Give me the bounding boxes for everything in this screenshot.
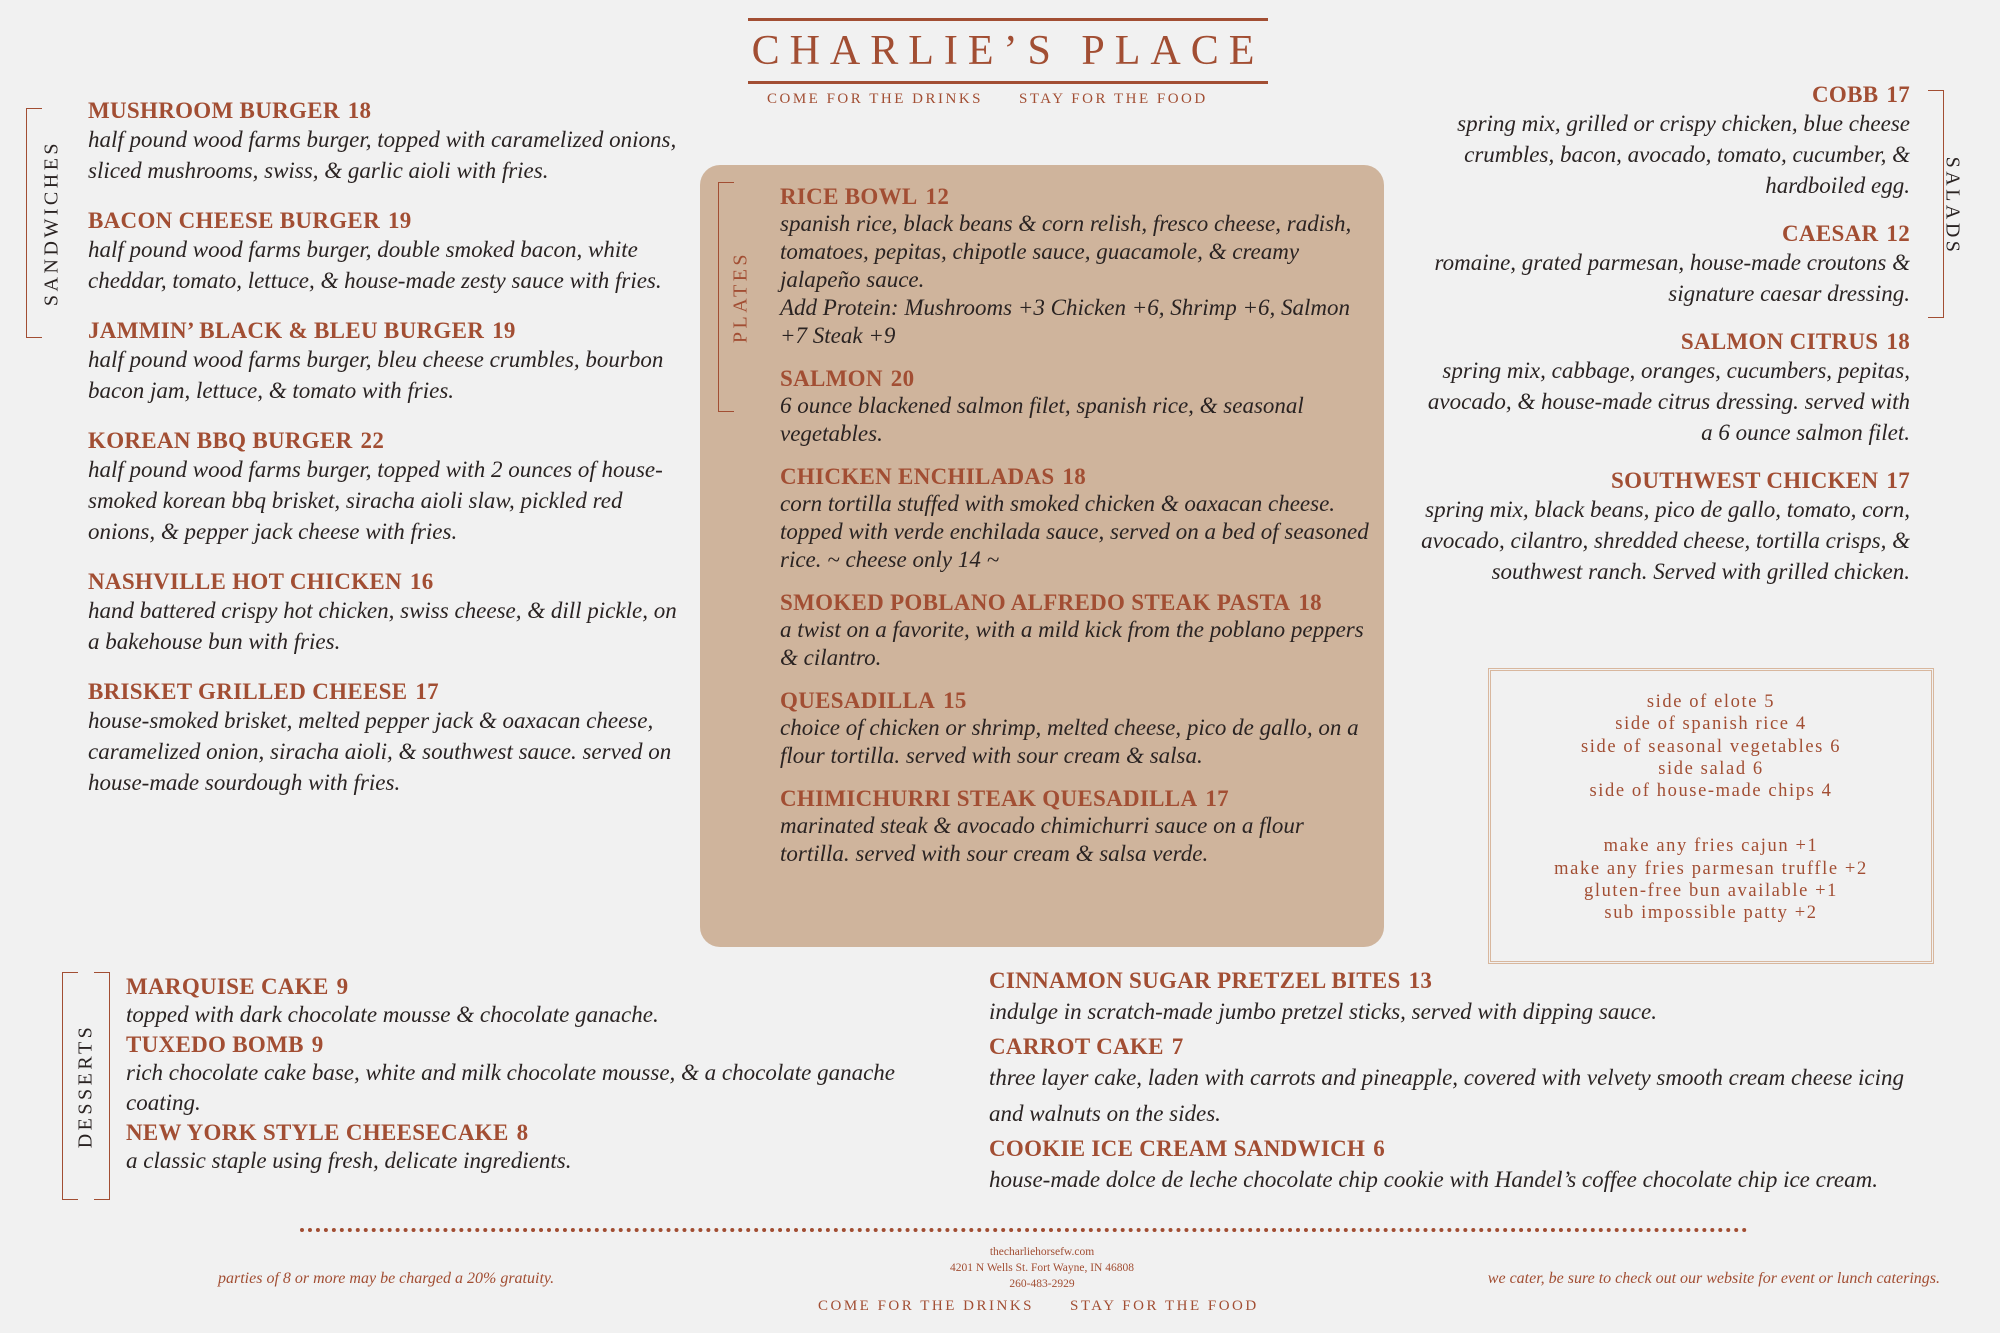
item-price: 8 xyxy=(516,1120,529,1145)
item-description: house-smoked brisket, melted pepper jack & oaxacan cheese, caramelized onion, siracha aioli, & southwest sauce. served on house-made sourdough with fries. xyxy=(88,708,672,795)
menu-item xyxy=(1412,82,1910,201)
item-description: spring mix, black beans, pico de gallo, tomato, corn, avocado, cilantro, shredded cheese, tortilla crisps, & southwest ranch. Served with grilled chicken. xyxy=(1421,497,1910,584)
restaurant-title: CHARLIE’S PLACE xyxy=(748,18,1268,84)
item-name: CINNAMON SUGAR PRETZEL BITES xyxy=(989,968,1401,993)
item-description: half pound wood farms burger, bleu cheese crumbles, bourbon bacon jam, lettuce, & tomato with fries. xyxy=(88,347,664,403)
item-description: marinated steak & avocado chimichurri sauce on a flour tortilla. served with sour cream & salsa verde. xyxy=(780,813,1304,866)
phone: 260-483-2929 xyxy=(1009,1278,1075,1290)
item-name: CAESAR xyxy=(1782,221,1879,246)
item-name: SALMON CITRUS xyxy=(1680,329,1879,354)
item-name: MARQUISE CAKE xyxy=(126,974,329,999)
item-description: house-made dolce de leche chocolate chip cookie with Handel’s coffee chocolate chip ice cream. xyxy=(989,1167,1879,1192)
header-tagline xyxy=(767,91,1208,108)
item-description: corn tortilla stuffed with smoked chicken & oaxacan cheese. topped with verde enchilada sauce, served on a bed of seasoned rice. ~ cheese only 14 ~ xyxy=(780,491,1369,572)
item-price: 18 xyxy=(1886,329,1910,354)
item-name: CARROT CAKE xyxy=(989,1034,1164,1059)
item-name: CHICKEN ENCHILADAS xyxy=(780,464,1055,489)
item-name: TUXEDO BOMB xyxy=(126,1032,304,1057)
item-name: SOUTHWEST CHICKEN xyxy=(1611,468,1879,493)
item-name: MUSHROOM BURGER xyxy=(88,98,340,123)
menu-item xyxy=(88,318,688,406)
menu-item xyxy=(780,688,1370,770)
item-price: 18 xyxy=(347,98,372,123)
item-price: 19 xyxy=(387,208,412,233)
item-name: BACON CHEESE BURGER xyxy=(88,208,380,233)
item-name: COBB xyxy=(1812,82,1879,107)
footer-tagline xyxy=(818,1298,1259,1315)
item-description: half pound wood farms burger, topped with 2 ounces of house-smoked korean bbq brisket, siracha aioli slaw, pickled red onions, & pepper jack cheese with fries. xyxy=(88,457,663,544)
item-description: a twist on a favorite, with a mild kick from the poblano peppers & cilantro. xyxy=(780,617,1364,670)
menu-item xyxy=(126,974,946,1030)
item-description: indulge in scratch-made jumbo pretzel sticks, served with dipping sauce. xyxy=(989,999,1657,1024)
addon-item: sub impossible patty +2 xyxy=(1604,903,1818,924)
item-price: 15 xyxy=(943,688,967,713)
footer-contact xyxy=(842,1244,1242,1292)
item-description: half pound wood farms burger, topped with caramelized onions, sliced mushrooms, swiss, & garlic aioli with fries. xyxy=(88,127,677,183)
item-description: a classic staple using fresh, delicate ingredients. xyxy=(126,1148,572,1173)
website-link[interactable]: thecharliehorsefw.com xyxy=(989,1246,1095,1258)
item-description: rich chocolate cake base, white and milk chocolate mousse, & a chocolate ganache coating. xyxy=(126,1060,896,1115)
item-price: 12 xyxy=(1886,221,1910,246)
item-name: KOREAN BBQ BURGER xyxy=(88,428,353,453)
menu-item xyxy=(780,786,1370,868)
salads-section xyxy=(1412,82,1910,587)
gratuity-note: parties of 8 or more may be charged a 20% gratuity. xyxy=(218,1270,555,1287)
sandwiches-label: SANDWICHES xyxy=(40,139,63,307)
side-item: side of elote 5 xyxy=(1646,692,1776,712)
footer-divider xyxy=(300,1228,1748,1232)
item-price: 7 xyxy=(1171,1034,1184,1059)
menu-item xyxy=(780,464,1370,574)
item-price: 17 xyxy=(1205,786,1229,811)
item-description: spanish rice, black beans & corn relish, fresco cheese, radish, tomatoes, pepitas, chipotle sauce, guacamole, & creamy jalapeño sauce. xyxy=(780,211,1352,292)
item-price: 13 xyxy=(1408,968,1433,993)
item-name: NASHVILLE HOT CHICKEN xyxy=(88,569,402,594)
item-price: 9 xyxy=(336,974,349,999)
menu-item xyxy=(989,1034,1929,1132)
item-description: choice of chicken or shrimp, melted cheese, pico de gallo, on a flour tortilla. served with sour cream & salsa. xyxy=(780,715,1359,768)
item-name: CHIMICHURRI STEAK QUESADILLA xyxy=(780,786,1198,811)
menu-item xyxy=(88,679,688,798)
item-price: 16 xyxy=(409,569,434,594)
item-description: romaine, grated parmesan, house-made croutons & signature caesar dressing. xyxy=(1434,250,1910,306)
menu-item xyxy=(126,1120,946,1176)
address: 4201 N Wells St. Fort Wayne, IN 46808 xyxy=(950,1262,1134,1274)
item-price: 17 xyxy=(1886,82,1910,107)
item-price: 6 xyxy=(1373,1136,1385,1161)
desserts-label: DESSERTS xyxy=(74,1023,97,1149)
menu-item xyxy=(88,428,688,547)
menu-item xyxy=(88,98,688,186)
item-price: 17 xyxy=(1886,468,1910,493)
menu-item xyxy=(780,184,1370,350)
tagline-drinks: COME FOR THE DRINKS xyxy=(767,91,983,107)
catering-note: we cater, be sure to check out our website for event or lunch caterings. xyxy=(1487,1270,1940,1287)
item-description: spring mix, grilled or crispy chicken, blue cheese crumbles, bacon, avocado, tomato, cucumber, & hardboiled egg. xyxy=(1457,111,1910,198)
menu-item xyxy=(88,569,688,657)
menu-item xyxy=(126,1032,946,1118)
item-price: 12 xyxy=(925,184,950,209)
tagline-drinks: COME FOR THE DRINKS xyxy=(818,1298,1034,1314)
item-price: 20 xyxy=(890,366,915,391)
item-name: JAMMIN’ BLACK & BLEU BURGER xyxy=(88,318,485,343)
item-description: spring mix, cabbage, oranges, cucumbers, pepitas, avocado, & house-made citrus dressing. served with a 6 ounce salmon filet. xyxy=(1427,358,1910,445)
item-price: 17 xyxy=(415,679,439,704)
plates-section xyxy=(780,184,1370,868)
item-name: COOKIE ICE CREAM SANDWICH xyxy=(989,1136,1366,1161)
item-name: QUESADILLA xyxy=(780,688,936,713)
tagline-food: STAY FOR THE FOOD xyxy=(1070,1298,1259,1314)
menu-item xyxy=(1412,329,1910,448)
item-name: BRISKET GRILLED CHEESE xyxy=(88,679,408,704)
desserts-right-section xyxy=(989,968,1929,1198)
item-price: 22 xyxy=(360,428,385,453)
addon-item: gluten-free bun available +1 xyxy=(1583,881,1839,902)
item-price: 18 xyxy=(1062,464,1087,489)
side-item: side salad 6 xyxy=(1658,758,1764,779)
item-price: 19 xyxy=(492,318,516,343)
item-price: 9 xyxy=(311,1032,324,1057)
menu-item xyxy=(989,968,1929,1030)
sandwiches-section xyxy=(88,98,688,820)
item-description: 6 ounce blackened salmon filet, spanish rice, & seasonal vegetables. xyxy=(780,393,1304,446)
addon-item: make any fries cajun +1 xyxy=(1603,836,1819,857)
tagline-food: STAY FOR THE FOOD xyxy=(1019,91,1208,107)
menu-item xyxy=(1412,221,1910,309)
side-item: side of house-made chips 4 xyxy=(1589,781,1833,802)
item-description: topped with dark chocolate mousse & chocolate ganache. xyxy=(126,1002,659,1027)
item-name: SMOKED POBLANO ALFREDO STEAK PASTA xyxy=(780,590,1291,615)
item-name: SALMON xyxy=(780,366,883,391)
item-price: 18 xyxy=(1298,590,1322,615)
item-description: hand battered crispy hot chicken, swiss cheese, & dill pickle, on a bakehouse bun with fries. xyxy=(88,598,677,654)
item-description: three layer cake, laden with carrots and pineapple, covered with velvety smooth cream cheese icing and walnuts on the sides. xyxy=(989,1065,1905,1126)
menu-item xyxy=(780,366,1370,448)
menu-item xyxy=(88,208,688,296)
item-description: half pound wood farms burger, double smoked bacon, white cheddar, tomato, lettuce, & house-made zesty sauce with fries. xyxy=(88,237,662,293)
addon-item: make any fries parmesan truffle +2 xyxy=(1554,858,1868,879)
sides-box xyxy=(1488,668,1934,964)
item-name: NEW YORK STYLE CHEESECAKE xyxy=(126,1120,509,1145)
menu-item xyxy=(780,590,1370,672)
desserts-left-section xyxy=(126,974,946,1176)
item-name: RICE BOWL xyxy=(780,184,918,209)
menu-item xyxy=(1412,468,1910,587)
menu-item xyxy=(989,1136,1929,1198)
item-extra: Add Protein: Mushrooms +3 Chicken +6, Shrimp +6, Salmon +7 Steak +9 xyxy=(780,295,1350,348)
side-item: side of seasonal vegetables 6 xyxy=(1580,736,1842,757)
side-item: side of spanish rice 4 xyxy=(1615,714,1807,735)
plates-label: PLATES xyxy=(729,250,752,344)
salads-label: SALADS xyxy=(1941,156,1964,256)
